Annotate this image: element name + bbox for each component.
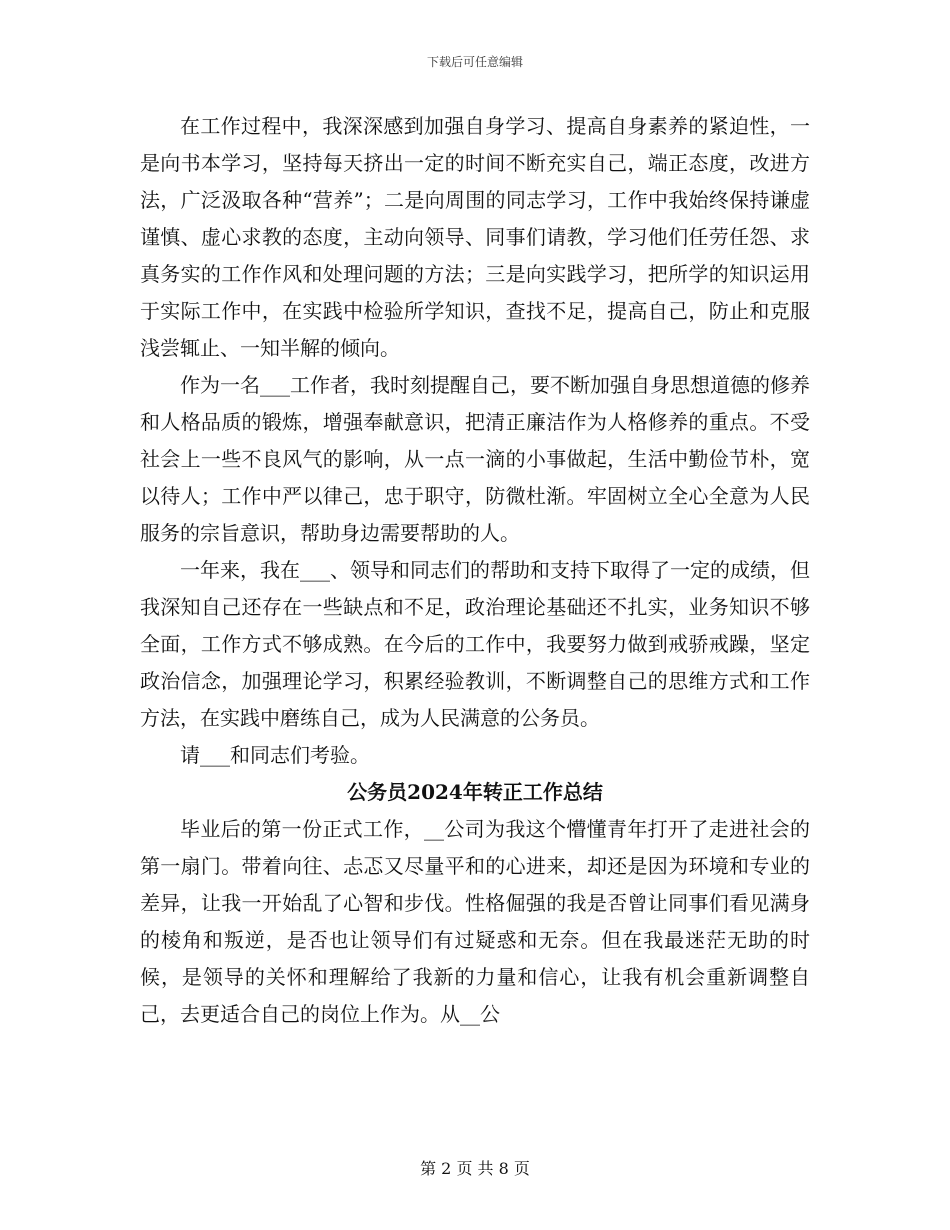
page-number: 第 2 页 共 8 页 [420,1159,530,1178]
document-body [140,108,810,1033]
paragraph-ethics: 作为一名___工作者，我时刻提醒自己，要不断加强自身思想道德的修养和人格品质的锻炼，增强奉献意识，把清正廉洁作为人格修养的重点。不受社会上一些不良风气的影响，从一点一滴的小事做起，生活中勤俭节朴，宽以待人；工作中严以律己，忠于职守，防微杜渐。牢固树立全心全意为人民服务的宗旨意识，帮助身边需要帮助的人。 [140,373,810,545]
page-header-note: 下载后可任意编辑 [426,55,523,69]
paragraph-year-summary: 一年来，我在___、领导和同志们的帮助和支持下取得了一定的成绩，但我深知自己还存在一些缺点和不足，政治理论基础还不扎实，业务知识不够全面，工作方式不够成熟。在今后的工作中，我要努力做到戒骄戒躁，坚定政治信念，加强理论学习，积累经验教训，不断调整自己的思维方式和工作方法，在实践中磨练自己，成为人民满意的公务员。 [140,558,810,730]
paragraph-closing: 请___和同志们考验。 [180,743,370,767]
paragraph-first-job: 毕业后的第一份正式工作，__公司为我这个懵懂青年打开了走进社会的第一扇门。带着向往、忐忑又尽量平和的心进来，却还是因为环境和专业的差异，让我一开始乱了心智和步伐。性格倔强的我是否曾让同事们看见满身的棱角和叛逆，是否也让领导们有过疑惑和无奈。但在我最迷茫无助的时候，是领导的关怀和理解给了我新的力量和信心，让我有机会重新调整自己，去更适合自己的岗位上作为。从__公 [140,817,810,1026]
section-title: 公务员2024年转正工作总结 [347,780,603,804]
paragraph-study: 在工作过程中，我深深感到加强自身学习、提高自身素养的紧迫性，一是向书本学习，坚持每天挤出一定的时间不断充实自己，端正态度，改进方法，广泛汲取各种“营养”；二是向周围的同志学习，工作中我始终保持谦虚谨慎、虚心求教的态度，主动向领导、同事们请教，学习他们任劳任怨、求真务实的工作作风和处理问题的方法；三是向实践学习，把所学的知识运用于实际工作中，在实践中检验所学知识，查找不足，提高自己，防止和克服浅尝辄止、一知半解的倾向。 [140,114,810,360]
